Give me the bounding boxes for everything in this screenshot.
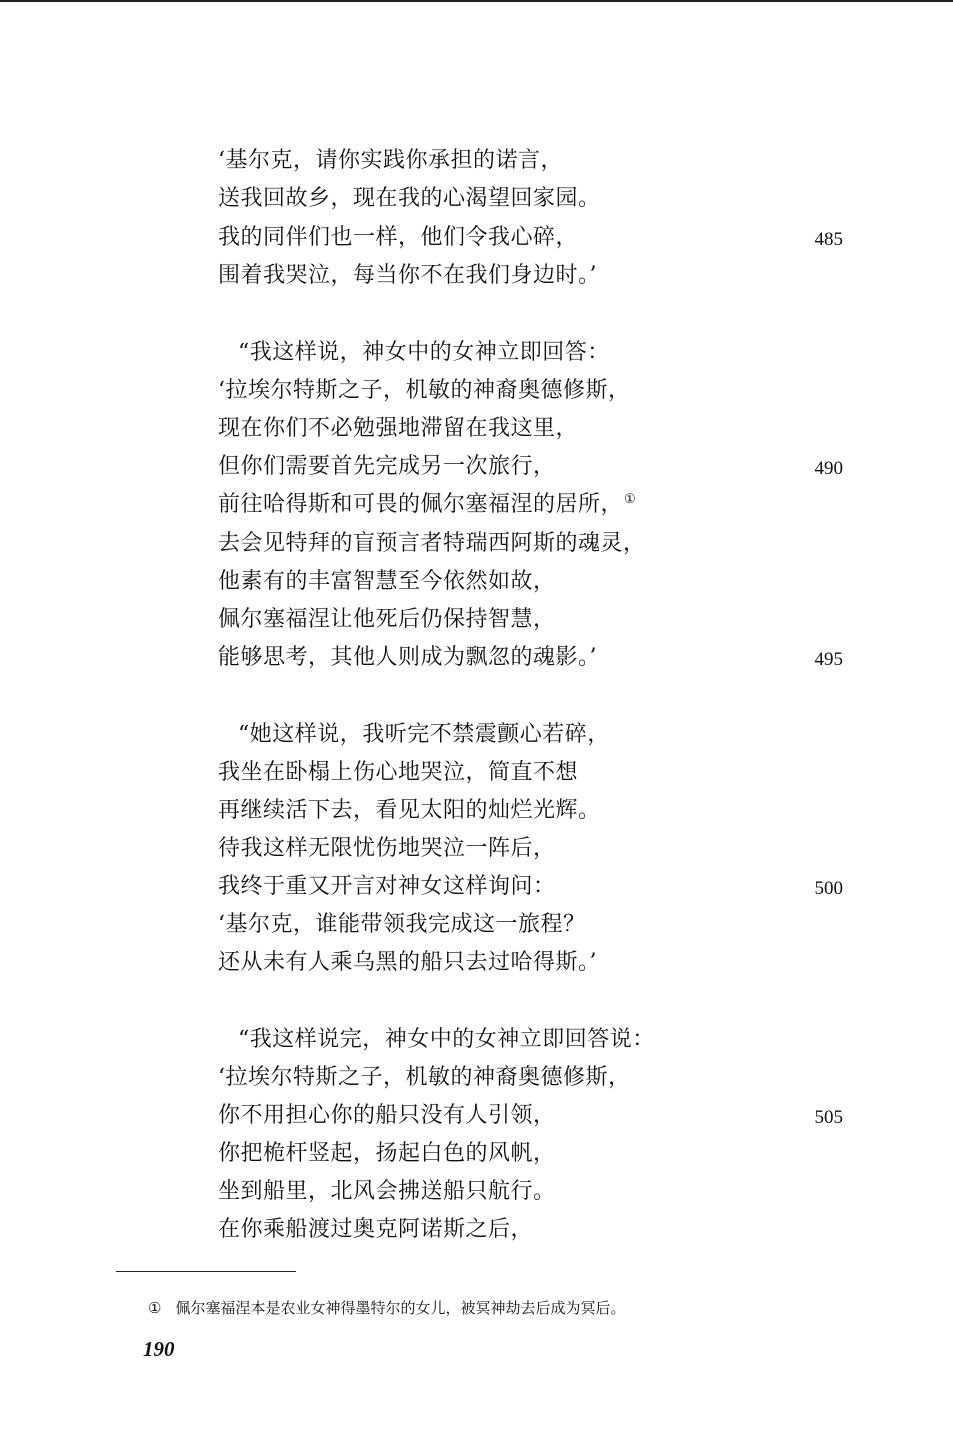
- footnote-reference: ①: [624, 491, 637, 507]
- verse-line: ‘拉埃尔特斯之子，机敏的神裔奥德修斯，: [218, 378, 631, 403]
- verse-line: 坐到船里，北风会拂送船只航行。: [218, 1179, 556, 1204]
- line-number: 505: [814, 1107, 843, 1128]
- line-number: 500: [814, 878, 843, 899]
- verse-line: 佩尔塞福涅让他死后仍保持智慧，: [218, 607, 556, 632]
- verse-line: 我的同伴们也一样，他们令我心碎，: [218, 225, 579, 250]
- verse-line: 现在你们不必勉强地滞留在我这里，: [218, 416, 579, 441]
- line-number: 495: [814, 649, 843, 670]
- verse-line: 去会见特拜的盲预言者特瑞西阿斯的魂灵，: [218, 531, 646, 556]
- verse-line: [218, 490, 636, 520]
- verse-line: 送我回故乡，现在我的心渴望回家园。: [218, 186, 601, 211]
- verse-line: 还从未有人乘乌黑的船只去过哈得斯。’: [218, 950, 597, 975]
- verse-line: ‘基尔克，谁能带领我完成这一旅程？: [218, 912, 586, 937]
- verse-line: ‘拉埃尔特斯之子，机敏的神裔奥德修斯，: [218, 1065, 631, 1090]
- verse-line: 你把桅杆竖起，扬起白色的风帆，: [218, 1141, 556, 1166]
- verse-line: 你不用担心你的船只没有人引领，: [218, 1103, 556, 1128]
- verse-line: 但你们需要首先完成另一次旅行，: [218, 454, 556, 479]
- top-border-rule: [0, 0, 953, 2]
- footnote-text: 佩尔塞福涅本是农业女神得墨特尔的女儿，被冥神劫去后成为冥后。: [175, 1299, 626, 1317]
- verse-line-text: 前往哈得斯和可畏的佩尔塞福涅的居所，: [218, 492, 624, 517]
- footnote-mark: ①: [148, 1299, 162, 1317]
- verse-line: 他素有的丰富智慧至今依然如故，: [218, 569, 556, 594]
- verse-line: ‘基尔克，请你实践你承担的诺言，: [218, 148, 563, 173]
- verse-line: “我这样说，神女中的女神立即回答：: [238, 340, 610, 365]
- verse-line: 待我这样无限忧伤地哭泣一阵后，: [218, 836, 556, 861]
- verse-line: 我坐在卧榻上伤心地哭泣，简直不想: [218, 760, 579, 785]
- page-number: 190: [143, 1337, 175, 1361]
- footnote: [148, 1296, 625, 1320]
- line-number: 485: [814, 229, 843, 250]
- verse-line: 能够思考，其他人则成为飘忽的魂影。’: [218, 645, 597, 670]
- verse-line: 我终于重又开言对神女这样询问：: [218, 874, 556, 899]
- verse-line: 围着我哭泣，每当你不在我们身边时。’: [218, 263, 597, 288]
- line-number: 490: [814, 458, 843, 479]
- verse-line: 再继续活下去，看见太阳的灿烂光辉。: [218, 798, 601, 823]
- verse-line: 在你乘船渡过奥克阿诺斯之后，: [218, 1217, 534, 1242]
- verse-line: “她这样说，我听完不禁震颤心若碎，: [238, 722, 610, 747]
- footnote-divider: [116, 1271, 296, 1272]
- verse-line: “我这样说完，神女中的女神立即回答说：: [238, 1027, 655, 1052]
